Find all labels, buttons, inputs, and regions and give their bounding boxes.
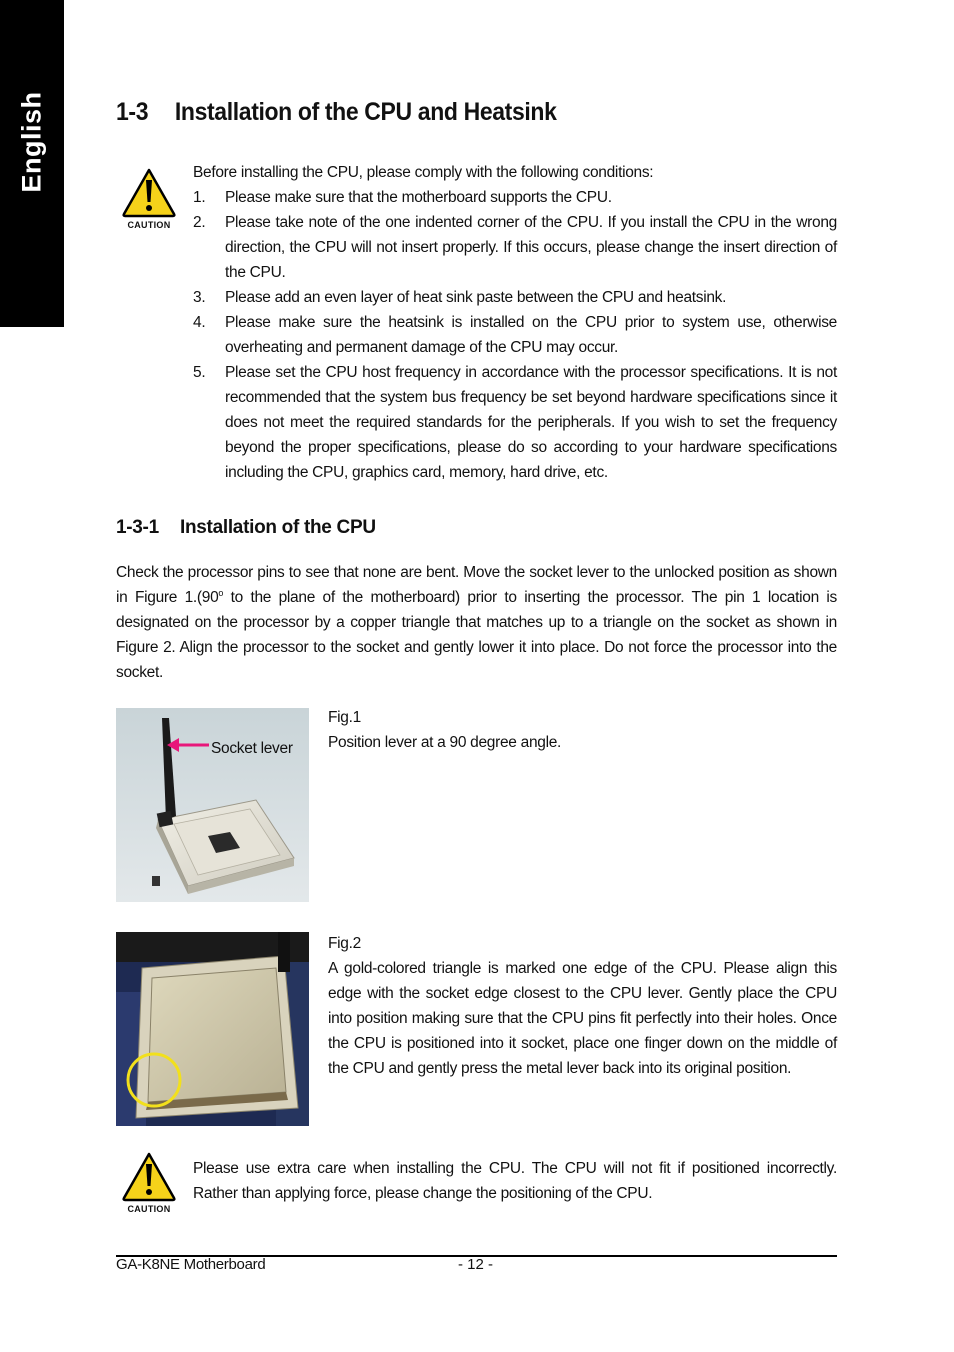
- section-title: [116, 98, 557, 127]
- language-label: English: [16, 91, 47, 193]
- list-item: [193, 185, 837, 210]
- figure-1-label: Fig.1: [328, 709, 361, 726]
- socket-lever-callout: Socket lever: [211, 740, 293, 757]
- figure-2-text: A gold-colored triangle is marked one edge of the CPU. Please align this edge with the socket edge closest to the CPU lever. Gently place the CPU into position making sure that the CPU pins fit perfectly into their holes. Once the CPU is positioned into it socket, place one finger down on the middle of the CPU and gently press the metal lever back into its original position.: [328, 960, 837, 1077]
- list-item-number: 5.: [193, 364, 206, 381]
- conditions-list: [193, 185, 837, 485]
- list-item-text: Please make sure that the motherboard supports the CPU.: [225, 189, 612, 206]
- list-item: [193, 310, 837, 360]
- section-title-text: Installation of the CPU and Heatsink: [174, 98, 557, 126]
- list-item: [193, 210, 837, 285]
- degree-superscript: o: [218, 587, 224, 598]
- section-number: 1-3: [116, 98, 149, 126]
- list-item: [193, 285, 837, 310]
- footer-model: GA-K8NE Motherboard: [116, 1256, 266, 1273]
- figure-2-image: [116, 932, 309, 1126]
- list-item-number: 3.: [193, 289, 206, 306]
- list-item-number: 1.: [193, 189, 206, 206]
- list-item-text: Please make sure the heatsink is installed on the CPU prior to system use, otherwise overheating and permanent damage of the CPU may occur.: [225, 314, 837, 356]
- figure-2-caption: [328, 931, 837, 1081]
- list-item-number: 2.: [193, 214, 206, 231]
- figure-1-text: Position lever at a 90 degree angle.: [328, 734, 562, 751]
- list-item-text: Please set the CPU host frequency in accordance with the processor specifications. It is not recommended that the system bus frequency be set beyond hardware specifications since it does not meet the required standards for the peripherals. If you wish to set the frequency beyond the proper specifications, please do so according to your hardware specifications including the CPU, graphics card, memory, hard drive, etc.: [225, 364, 837, 481]
- paragraph-part-1: Check the processor pins to see that none are bent. Move the socket lever to the unlocked position as shown in Figure 1.(90: [116, 564, 837, 606]
- subsection-number: 1-3-1: [116, 517, 159, 538]
- language-side-tab: [0, 0, 64, 327]
- caution-label: CAUTION: [127, 220, 171, 230]
- footer-page-number: - 12 -: [458, 1256, 494, 1273]
- subsection-title-text: Installation of the CPU: [180, 517, 376, 538]
- intro-text: Before installing the CPU, please comply with the following conditions:: [193, 164, 654, 181]
- figure-1-caption: [328, 705, 837, 755]
- caution-icon: [121, 168, 177, 230]
- list-item-text: Please add an even layer of heat sink paste between the CPU and heatsink.: [225, 289, 727, 306]
- socket-lever-arrow-icon: [165, 736, 211, 754]
- list-item: [193, 360, 837, 485]
- body-paragraph: [116, 560, 837, 685]
- list-item-text: Please take note of the one indented corner of the CPU. If you install the CPU in the wrong direction, the CPU will not insert properly. If this occurs, please change the insert direction of the CPU.: [225, 214, 837, 281]
- caution-label: CAUTION: [127, 1204, 171, 1214]
- caution-note: Please use extra care when installing the CPU. The CPU will not fit if positioned incorrectly. Rather than applying force, please change the positioning of the CPU.: [193, 1160, 837, 1202]
- caution-icon: [121, 1152, 177, 1214]
- subsection-title: [116, 517, 376, 539]
- list-item-number: 4.: [193, 314, 206, 331]
- figure-2-label: Fig.2: [328, 935, 361, 952]
- paragraph-part-2: to the plane of the motherboard) prior to inserting the processor. The pin 1 location is designated on the processor by a copper triangle that matches up to a triangle on the socket as shown in Figure 2. Align the processor to the socket and gently lower it into place. Do not force the processor into the socket.: [116, 589, 837, 681]
